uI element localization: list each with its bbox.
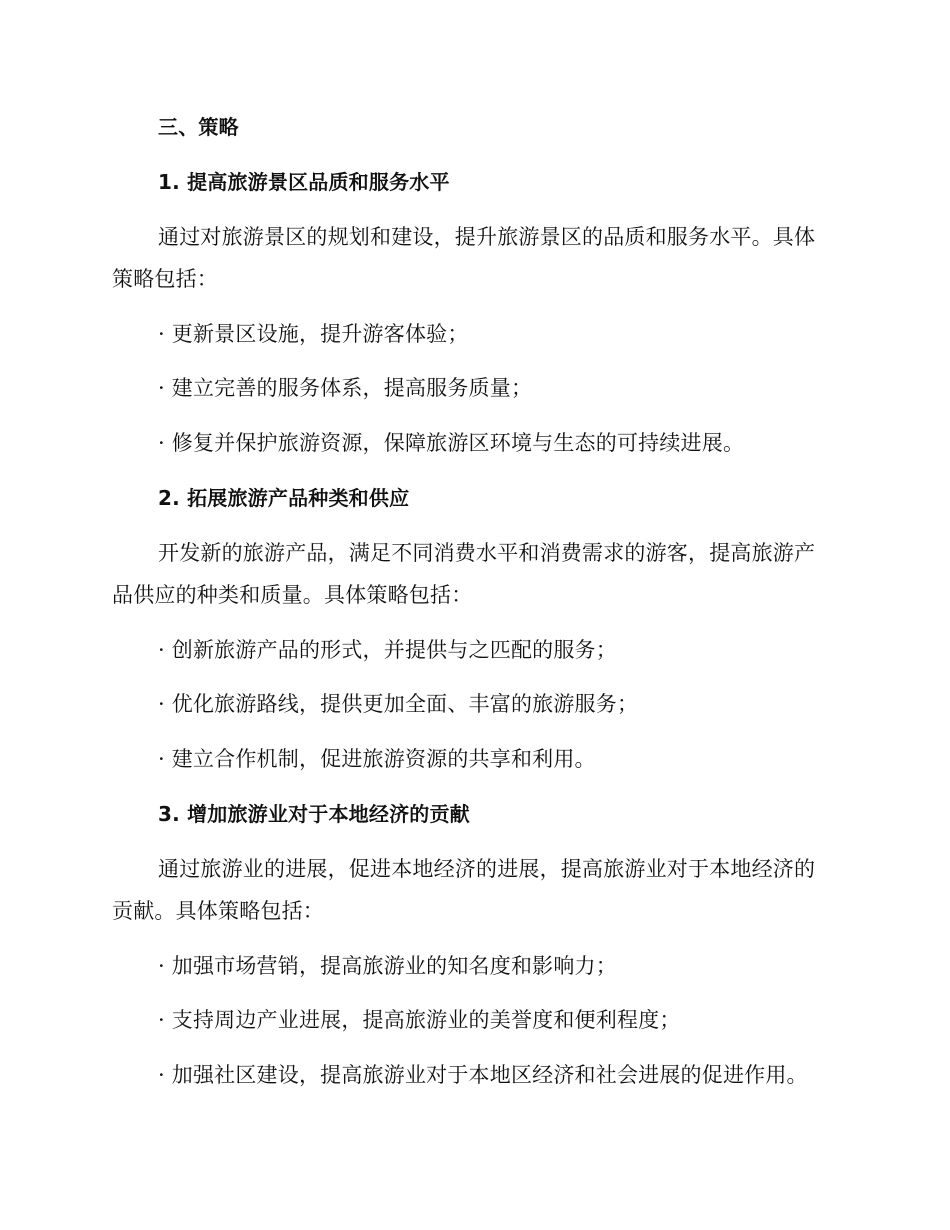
paragraph-line: 开发新的旅游产品，满足不同消费水平和消费需求的游客，提高旅游产 xyxy=(158,541,816,565)
bullet-item: · 修复并保护旅游资源，保障旅游区环境与生态的可持续进展。 xyxy=(158,431,745,455)
bullet-item: · 建立合作机制，促进旅游资源的共享和利用。 xyxy=(158,747,596,771)
paragraph-line: 通过旅游业的进展，促进本地经济的进展，提高旅游业对于本地经济的 xyxy=(158,857,816,881)
bullet-item: · 优化旅游路线，提供更加全面、丰富的旅游服务； xyxy=(158,692,639,716)
paragraph-line: 品供应的种类和质量。具体策略包括： xyxy=(112,583,473,607)
bullet-item: · 加强市场营销，提高旅游业的知名度和影响力； xyxy=(158,954,617,978)
bullet-item: · 更新景区设施，提升游客体验； xyxy=(158,322,469,346)
subsection-heading-3: 3. 增加旅游业对于本地经济的贡献 xyxy=(158,802,470,826)
subsection-heading-1: 1. 提高旅游景区品质和服务水平 xyxy=(158,170,450,194)
bullet-item: · 加强社区建设，提高旅游业对于本地区经济和社会进展的促进作用。 xyxy=(158,1063,808,1087)
paragraph-line: 策略包括： xyxy=(112,267,218,291)
subsection-heading-2: 2. 拓展旅游产品种类和供应 xyxy=(158,486,410,510)
paragraph-line: 通过对旅游景区的规划和建设，提升旅游景区的品质和服务水平。具体 xyxy=(158,225,816,249)
paragraph-line: 贡献。具体策略包括： xyxy=(112,899,324,923)
bullet-item: · 建立完善的服务体系，提高服务质量； xyxy=(158,376,533,400)
bullet-item: · 创新旅游产品的形式，并提供与之匹配的服务； xyxy=(158,638,617,662)
bullet-item: · 支持周边产业进展，提高旅游业的美誉度和便利程度； xyxy=(158,1008,681,1032)
section-title: 三、策略 xyxy=(158,115,239,139)
